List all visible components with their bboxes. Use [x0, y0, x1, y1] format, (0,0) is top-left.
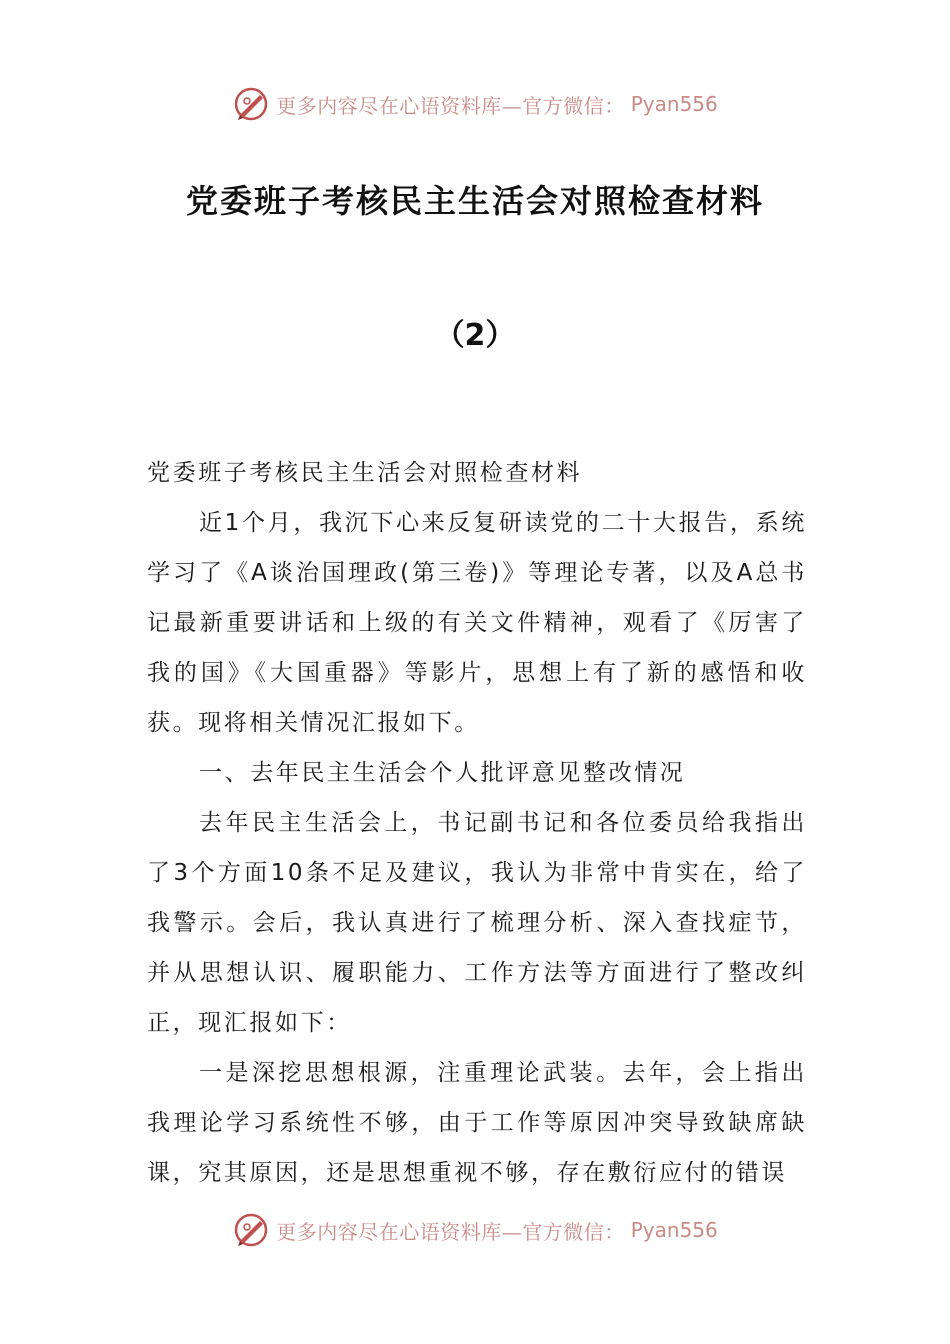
pen-logo-icon: [232, 85, 270, 123]
section-heading: 一、去年民主生活会个人批评意见整改情况: [199, 760, 686, 786]
watermark-contact: Pyan556: [630, 92, 718, 116]
watermark-banner-top: [0, 80, 950, 128]
watermark-text: 更多内容尽在心语资料库—官方微信：: [276, 93, 625, 118]
body-heading: 党委班子考核民主生活会对照检查材料: [147, 460, 583, 486]
document-body: [147, 448, 807, 1198]
pen-logo-icon: [232, 1211, 270, 1249]
body-paragraph: 去年民主生活会上，书记副书记和各位委员给我指出了3个方面10条不足及建议，我认为非常中肯实在，给了我警示。会后，我认真进行了梳理分析、深入查找症节，并从思想认识、履职能力、工作方法等方面进行了整改纠正，现汇报如下：: [147, 810, 807, 1036]
watermark-text: 更多内容尽在心语资料库—官方微信：: [276, 1219, 625, 1244]
document-title: 党委班子考核民主生活会对照检查材料: [185, 182, 764, 220]
body-paragraph: 一是深挖思想根源，注重理论武装。去年，会上指出我理论学习系统性不够，由于工作等原因冲突导致缺席缺课，究其原因，还是思想重视不够，存在敷衍应付的错误: [147, 1060, 807, 1186]
watermark-banner-bottom: [0, 1206, 950, 1254]
document-subtitle: （2）: [434, 318, 516, 353]
watermark-contact: Pyan556: [630, 1218, 718, 1242]
body-paragraph: 近1个月，我沉下心来反复研读党的二十大报告，系统学习了《A谈治国理政(第三卷)》等理论专著，以及A总书记最新重要讲话和上级的有关文件精神，观看了《厉害了我的国》《大国重器》等影片，思想上有了新的感悟和收获。现将相关情况汇报如下。: [147, 510, 807, 736]
